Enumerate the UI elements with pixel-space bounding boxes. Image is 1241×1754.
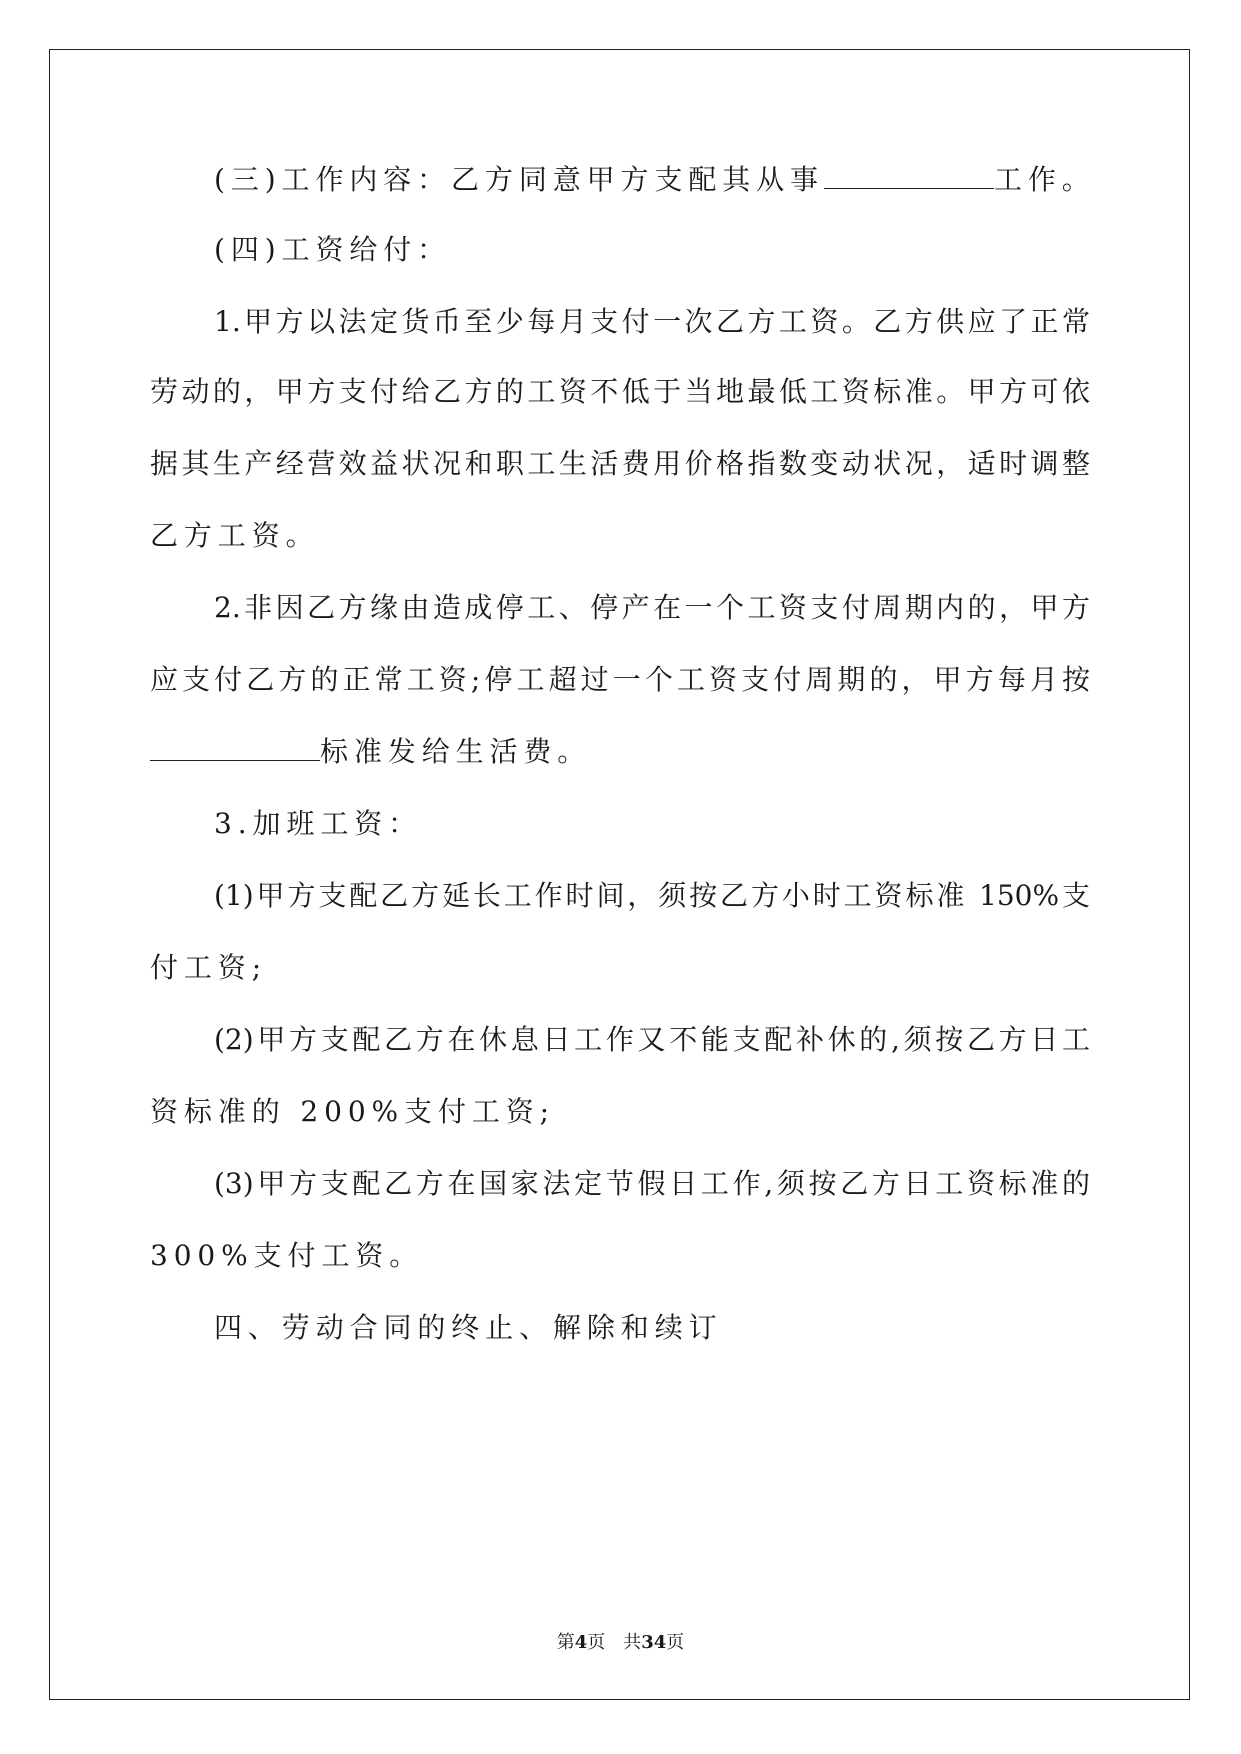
section-heading: 四、劳动合同的终止、解除和续订	[214, 1311, 723, 1344]
footer-suffix: 页	[666, 1632, 685, 1653]
paragraph-line: (四)工资给付：	[214, 233, 452, 266]
paragraph-line: 资标准的 200%支付工资;	[150, 1095, 555, 1128]
paragraph-line: (3)甲方支配乙方在国家法定节假日工作,须按乙方日工资标准的	[214, 1167, 1090, 1200]
line-text: 标准发给生活费。	[320, 735, 592, 768]
paragraph-line: (1)甲方支配乙方延长工作时间，须按乙方小时工资标准 150%支	[214, 879, 1090, 912]
fill-in-blank[interactable]	[824, 162, 994, 189]
paragraph-line: 劳动的，甲方支付给乙方的工资不低于当地最低工资标准。甲方可依	[150, 375, 1090, 408]
line-text: (三)工作内容：乙方同意甲方支配其从事	[214, 163, 824, 196]
page-total: 34	[641, 1632, 667, 1653]
fill-in-blank[interactable]	[150, 734, 320, 761]
paragraph-line: 1.甲方以法定货币至少每月支付一次乙方工资。乙方供应了正常	[214, 305, 1090, 338]
paragraph-line	[150, 160, 1096, 200]
page-border	[49, 49, 1190, 1700]
paragraph-line: 应支付乙方的正常工资;停工超过一个工资支付周期的，甲方每月按	[150, 663, 1090, 696]
footer-prefix: 第	[556, 1632, 575, 1653]
paragraph-line: 据其生产经营效益状况和职工生活费用价格指数变动状况，适时调整	[150, 447, 1090, 480]
paragraph-line: 2.非因乙方缘由造成停工、停产在一个工资支付周期内的，甲方	[214, 591, 1090, 624]
paragraph-line: (2)甲方支配乙方在休息日工作又不能支配补休的,须按乙方日工	[214, 1023, 1090, 1056]
footer-mid: 页 共	[587, 1632, 642, 1653]
page-number: 4	[574, 1632, 588, 1653]
paragraph-line: 300%支付工资。	[150, 1239, 424, 1272]
paragraph-line	[150, 732, 1090, 772]
page-footer	[0, 1628, 1241, 1654]
paragraph-line: 付工资;	[150, 951, 268, 984]
paragraph-line: 乙方工资。	[150, 519, 320, 552]
line-text: 工作。	[993, 163, 1096, 196]
paragraph-line: 3.加班工资：	[214, 807, 423, 840]
